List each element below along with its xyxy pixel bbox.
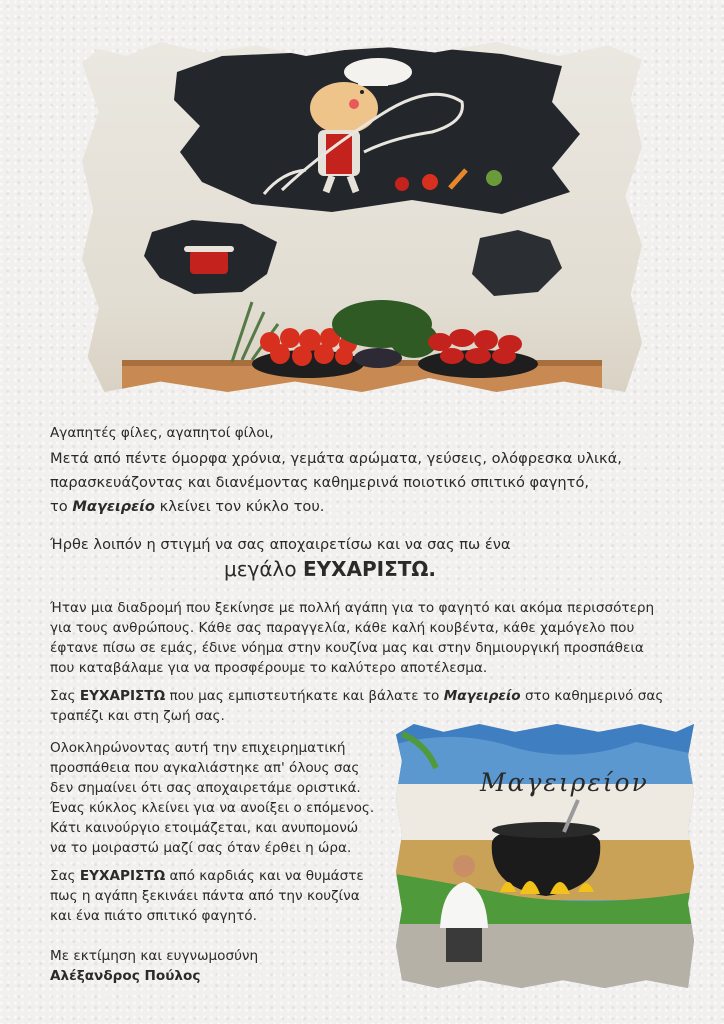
farewell-line-1: Ήρθε λοιπόν η στιγμή να σας αποχαιρετίσω και να σας πω ένα: [50, 536, 511, 553]
brand-name: Μαγειρείο: [72, 498, 155, 515]
closing-line-6: να το μοιραστώ μαζί σας όταν έρθει η ώρα.: [50, 840, 352, 856]
closing-line-3: δεν σημαίνει ότι σας αποχαιρετάμε οριστικά.: [50, 780, 361, 796]
intro-line-1: Μετά από πέντε όμορφα χρόνια, γεμάτα αρώματα, γεύσεις, ολόφρεσκα υλικά,: [50, 450, 622, 467]
thanks2-line-2: πως η αγάπη ξεκινάει πάντα από την κουζίνα: [50, 888, 360, 904]
journey-line-1: Ήταν μια διαδρομή που ξεκίνησε με πολλή αγάπη για το φαγητό και ακόμα περισσότερη: [50, 600, 655, 616]
signature: Αλέξανδρος Πούλος: [50, 968, 201, 984]
intro-line-2: παρασκευάζοντας και διανέμοντας καθημερινά ποιοτικό σπιτικό φαγητό,: [50, 474, 590, 491]
thanks2-line-3: και ένα πιάτο σπιτικό φαγητό.: [50, 908, 257, 924]
farewell-thanks: μεγάλο ΕΥΧΑΡΙΣΤΩ.: [224, 557, 437, 581]
closing-line-2: προσπάθεια που αγκαλιάστηκε απ' όλους σας: [50, 760, 360, 776]
top-photo-chef-mural: [82, 42, 642, 392]
closing-line-1: Ολοκληρώνοντας αυτή την επιχειρηματική: [50, 740, 346, 756]
journey-line-3: έφτανε πίσω σε εμάς, έδινε νόημα στην κουζίνα μας και στην δημιουργική προσπάθεια: [50, 640, 644, 656]
bottom-photo-sign-wall: [396, 724, 694, 988]
journey-line-2: για τους ανθρώπους. Κάθε σας παραγγελία, κάθε καλή κουβέντα, κάθε χαμόγελο που: [50, 620, 635, 636]
thanks2-line-1: Σας ΕΥΧΑΡΙΣΤΩ από καρδιάς και να θυμάστε: [50, 868, 364, 884]
tomato-drawing-icon: [395, 177, 409, 191]
thanks-line-1: Σας ΕΥΧΑΡΙΣΤΩ που μας εμπιστευτήκατε και βάλατε το Μαγειρείο στο καθημερινό σας: [50, 688, 664, 704]
closing-line-5: Κάτι καινούργιο ετοιμάζεται, και ανυπομονώ: [50, 820, 359, 836]
pot-drawing-icon: [184, 246, 234, 274]
signoff: Με εκτίμηση και ευγνωμοσύνη: [50, 948, 259, 964]
broccoli-drawing-icon: [486, 170, 502, 186]
red-peppers-icon: [428, 329, 522, 364]
journey-line-4: που καταβάλαμε για να προσφέρουμε το καλύτερο αποτέλεσμα.: [50, 660, 488, 676]
closing-line-4: Ένας κύκλος κλείνει για να ανοίξει ο επόμενος.: [50, 800, 375, 816]
chalkboard-patch-right: [472, 230, 562, 296]
brand-name: Μαγειρείο: [443, 688, 521, 704]
greeting: Αγαπητές φίλες, αγαπητοί φίλοι,: [50, 425, 274, 441]
intro-line-3: το Μαγειρείο κλείνει τον κύκλο του.: [50, 498, 325, 515]
thanks-line-2: τραπέζι και στη ζωή σας.: [50, 708, 225, 724]
thanks-word: ΕΥΧΑΡΙΣΤΩ.: [302, 557, 437, 581]
pepper-drawing-icon: [422, 174, 438, 190]
sign-painting-text: Μαγειρείον: [480, 768, 649, 797]
